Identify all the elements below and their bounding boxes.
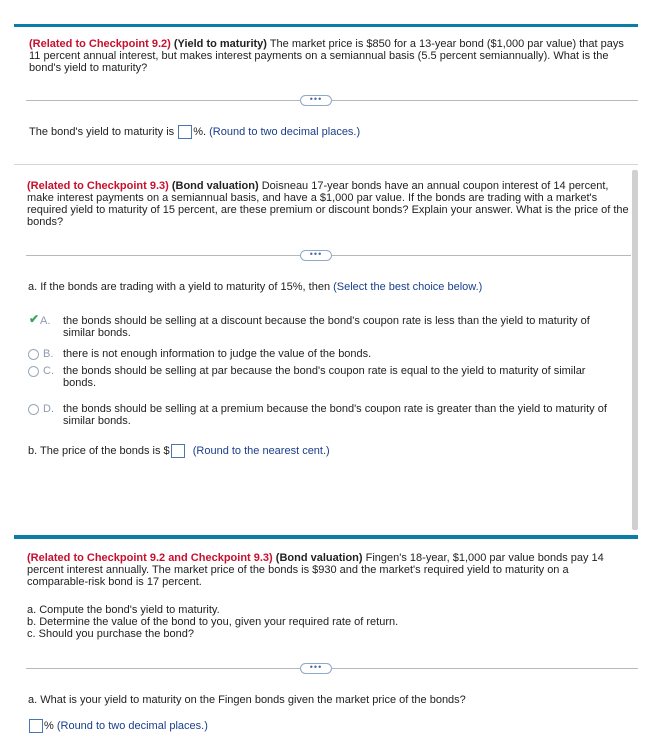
option-b-letter[interactable]: B. (43, 348, 54, 360)
question-1-hint: (Round to two decimal places.) (209, 126, 361, 138)
question-3-answer-suffix: % (44, 720, 54, 732)
option-a-line2: similar bonds. (63, 327, 131, 339)
question-3-topic: (Bond valuation) (275, 552, 363, 564)
question-2-part-b (28, 444, 330, 458)
question-1-text (29, 38, 629, 74)
question-1-topic: (Yield to maturity) (173, 38, 267, 50)
scrollbar[interactable] (632, 170, 638, 530)
option-b-radio[interactable] (28, 349, 39, 360)
option-d-radio[interactable] (28, 404, 39, 415)
part-a-prompt: a. If the bonds are trading with a yield to maturity of 15%, then (28, 281, 331, 293)
option-a-letter[interactable]: A. (40, 315, 51, 327)
option-c-radio[interactable] (28, 366, 39, 377)
option-c-line1: the bonds should be selling at par because the bond's coupon rate is equal to the yield to maturity of similar (63, 365, 586, 377)
question-2-panel (0, 165, 656, 535)
question-3-body: Fingen's 18-year, $1,000 par value bonds pay 14 percent interest annually. The market price of the bonds is $930 and the market's required yield to maturity on a comparable-risk bond is 17 percent. (27, 552, 604, 588)
option-b-text[interactable] (63, 348, 623, 360)
question-3-item-b: b. Determine the value of the bond to you, given your required rate of return. (27, 616, 399, 628)
question-2-part-a (28, 281, 482, 293)
option-b-line1: there is not enough information to judge the value of the bonds. (63, 348, 372, 360)
expand-more-button[interactable]: ••• (300, 250, 332, 261)
option-d-text[interactable] (63, 403, 628, 427)
question-3-answer-line (28, 719, 208, 733)
expand-more-button[interactable]: ••• (300, 95, 332, 106)
question-1-answer-suffix: %. (193, 126, 207, 138)
selected-check-icon: ✔ (29, 312, 40, 326)
question-3-text (27, 552, 632, 588)
question-3-item-c: c. Should you purchase the bond? (27, 628, 194, 640)
option-d-letter[interactable]: D. (43, 403, 54, 415)
question-3-item-a: a. Compute the bond's yield to maturity. (27, 604, 220, 616)
question-1-answer-prefix: The bond's yield to maturity is (29, 126, 175, 138)
question-3-ref: (Related to Checkpoint 9.2 and Checkpoint 9.3) (27, 552, 273, 564)
expand-more-button[interactable]: ••• (300, 663, 332, 674)
question-2-body: Doisneau 17-year bonds have an annual coupon interest of 14 percent, make interest payments on a semiannual basis, and have a $1,000 par value. If the bonds are trading with a market's required yield to maturity of 15 percent, are these premium or discount bonds? Explain your answer. What is the price of the bonds? (27, 180, 629, 228)
ytm-answer-input[interactable] (29, 719, 43, 733)
yield-answer-input[interactable] (178, 125, 192, 139)
question-1-body: The market price is $850 for a 13-year bond ($1,000 par value) that pays 11 percent annual interest, but makes interest payments on a semiannual basis (5.5 percent semiannually). What is the bond's yield to maturity? (29, 38, 624, 74)
question-2-topic: (Bond valuation) (171, 180, 259, 192)
option-c-text[interactable] (63, 365, 623, 389)
section-accent-bar (14, 535, 638, 539)
question-3-hint: (Round to two decimal places.) (56, 720, 208, 732)
top-accent-bar (14, 24, 638, 27)
option-c-letter[interactable]: C. (43, 365, 54, 377)
option-d-line1: the bonds should be selling at a premium because the bond's coupon rate is greater than the yield to maturity of (63, 403, 607, 415)
question-1-ref: (Related to Checkpoint 9.2) (29, 38, 171, 50)
question-1-answer-line (29, 125, 360, 139)
question-3-divider (26, 668, 638, 669)
option-d-line2: similar bonds. (63, 415, 131, 427)
question-3-items (27, 604, 398, 640)
part-b-prompt: b. The price of the bonds is $ (28, 445, 170, 457)
option-a-text[interactable] (63, 315, 623, 339)
option-c-line2: bonds. (63, 377, 97, 389)
question-2-text (27, 180, 632, 228)
option-a-line1: the bonds should be selling at a discount because the bond's coupon rate is less than the yield to maturity of (63, 315, 590, 327)
question-2-ref: (Related to Checkpoint 9.3) (27, 180, 169, 192)
price-answer-input[interactable] (171, 444, 185, 458)
question-1-panel (0, 0, 656, 165)
question-1-divider (26, 100, 638, 101)
question-3-part-a: a. What is your yield to maturity on the Fingen bonds given the market price of the bonds? (28, 694, 466, 706)
part-b-hint: (Round to the nearest cent.) (192, 445, 330, 457)
question-3-panel (0, 535, 656, 754)
part-a-hint: (Select the best choice below.) (333, 281, 483, 293)
